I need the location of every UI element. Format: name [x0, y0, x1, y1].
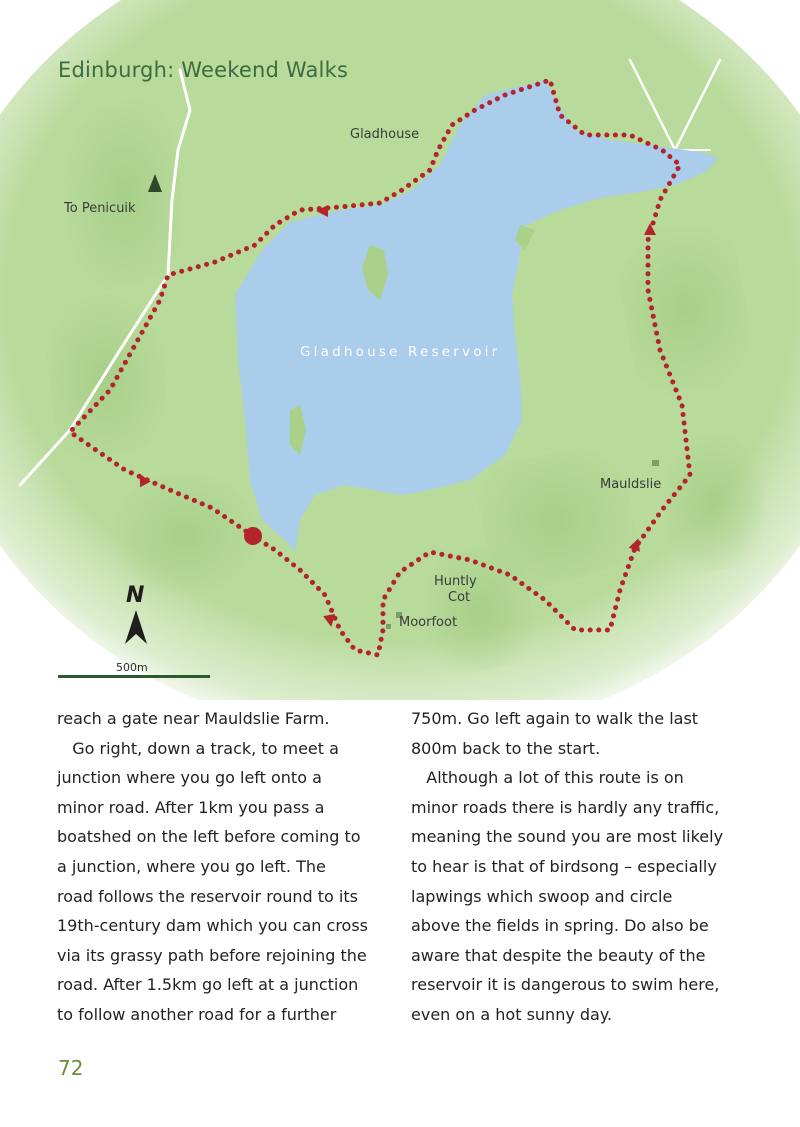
north-label: N: [126, 583, 145, 608]
text-column-right: [411, 704, 761, 1030]
text-line: to hear is that of birdsong – especially: [411, 856, 717, 876]
label-to-penicuik: To Penicuik: [64, 201, 136, 216]
label-gladhouse-reservoir: Gladhouse Reservoir: [300, 344, 501, 360]
label-cot: Cot: [448, 590, 471, 605]
label-huntly: Huntly: [434, 574, 477, 589]
text-line: Although a lot of this route is on: [411, 768, 684, 788]
text-line: minor road. After 1km you pass a: [57, 797, 325, 817]
text-line: Go right, down a track, to meet a: [57, 738, 339, 758]
text-line: reach a gate near Mauldslie Farm.: [57, 709, 330, 728]
text-line: reservoir it is dangerous to swim here,: [411, 975, 720, 995]
text-line: to follow another road for a further: [57, 1004, 337, 1024]
scale-label: 500m: [116, 661, 148, 674]
text-column-left: [57, 704, 399, 1030]
text-line: lapwings which swoop and circle: [411, 886, 673, 906]
text-line: road. After 1.5km go left at a junction: [57, 975, 359, 995]
label-mauldslie: Mauldslie: [600, 477, 662, 492]
text-line: a junction, where you go left. The: [57, 856, 326, 876]
text-line: minor roads there is hardly any traffic,: [411, 797, 720, 817]
text-line: above the fields in spring. Do also be: [411, 916, 709, 936]
text-line: 800m back to the start.: [411, 738, 601, 758]
text-line: road follows the reservoir round to its: [57, 886, 358, 906]
label-gladhouse: Gladhouse: [350, 127, 420, 142]
text-line: 750m. Go left again to walk the last: [411, 709, 699, 728]
label-moorfoot: Moorfoot: [399, 615, 458, 630]
page-number: 72: [58, 1056, 84, 1080]
text-line: boatshed on the left before coming to: [57, 827, 361, 847]
text-line: even on a hot sunny day.: [411, 1004, 613, 1024]
start-point: [244, 527, 262, 545]
text-line: aware that despite the beauty of the: [411, 945, 706, 965]
text-line: 19th-century dam which you can cross: [57, 916, 368, 936]
text-line: meaning the sound you are most likely: [411, 827, 724, 847]
text-line: via its grassy path before rejoining the: [57, 945, 367, 965]
page-title: Edinburgh: Weekend Walks: [58, 58, 349, 82]
text-line: junction where you go left onto a: [57, 768, 322, 788]
